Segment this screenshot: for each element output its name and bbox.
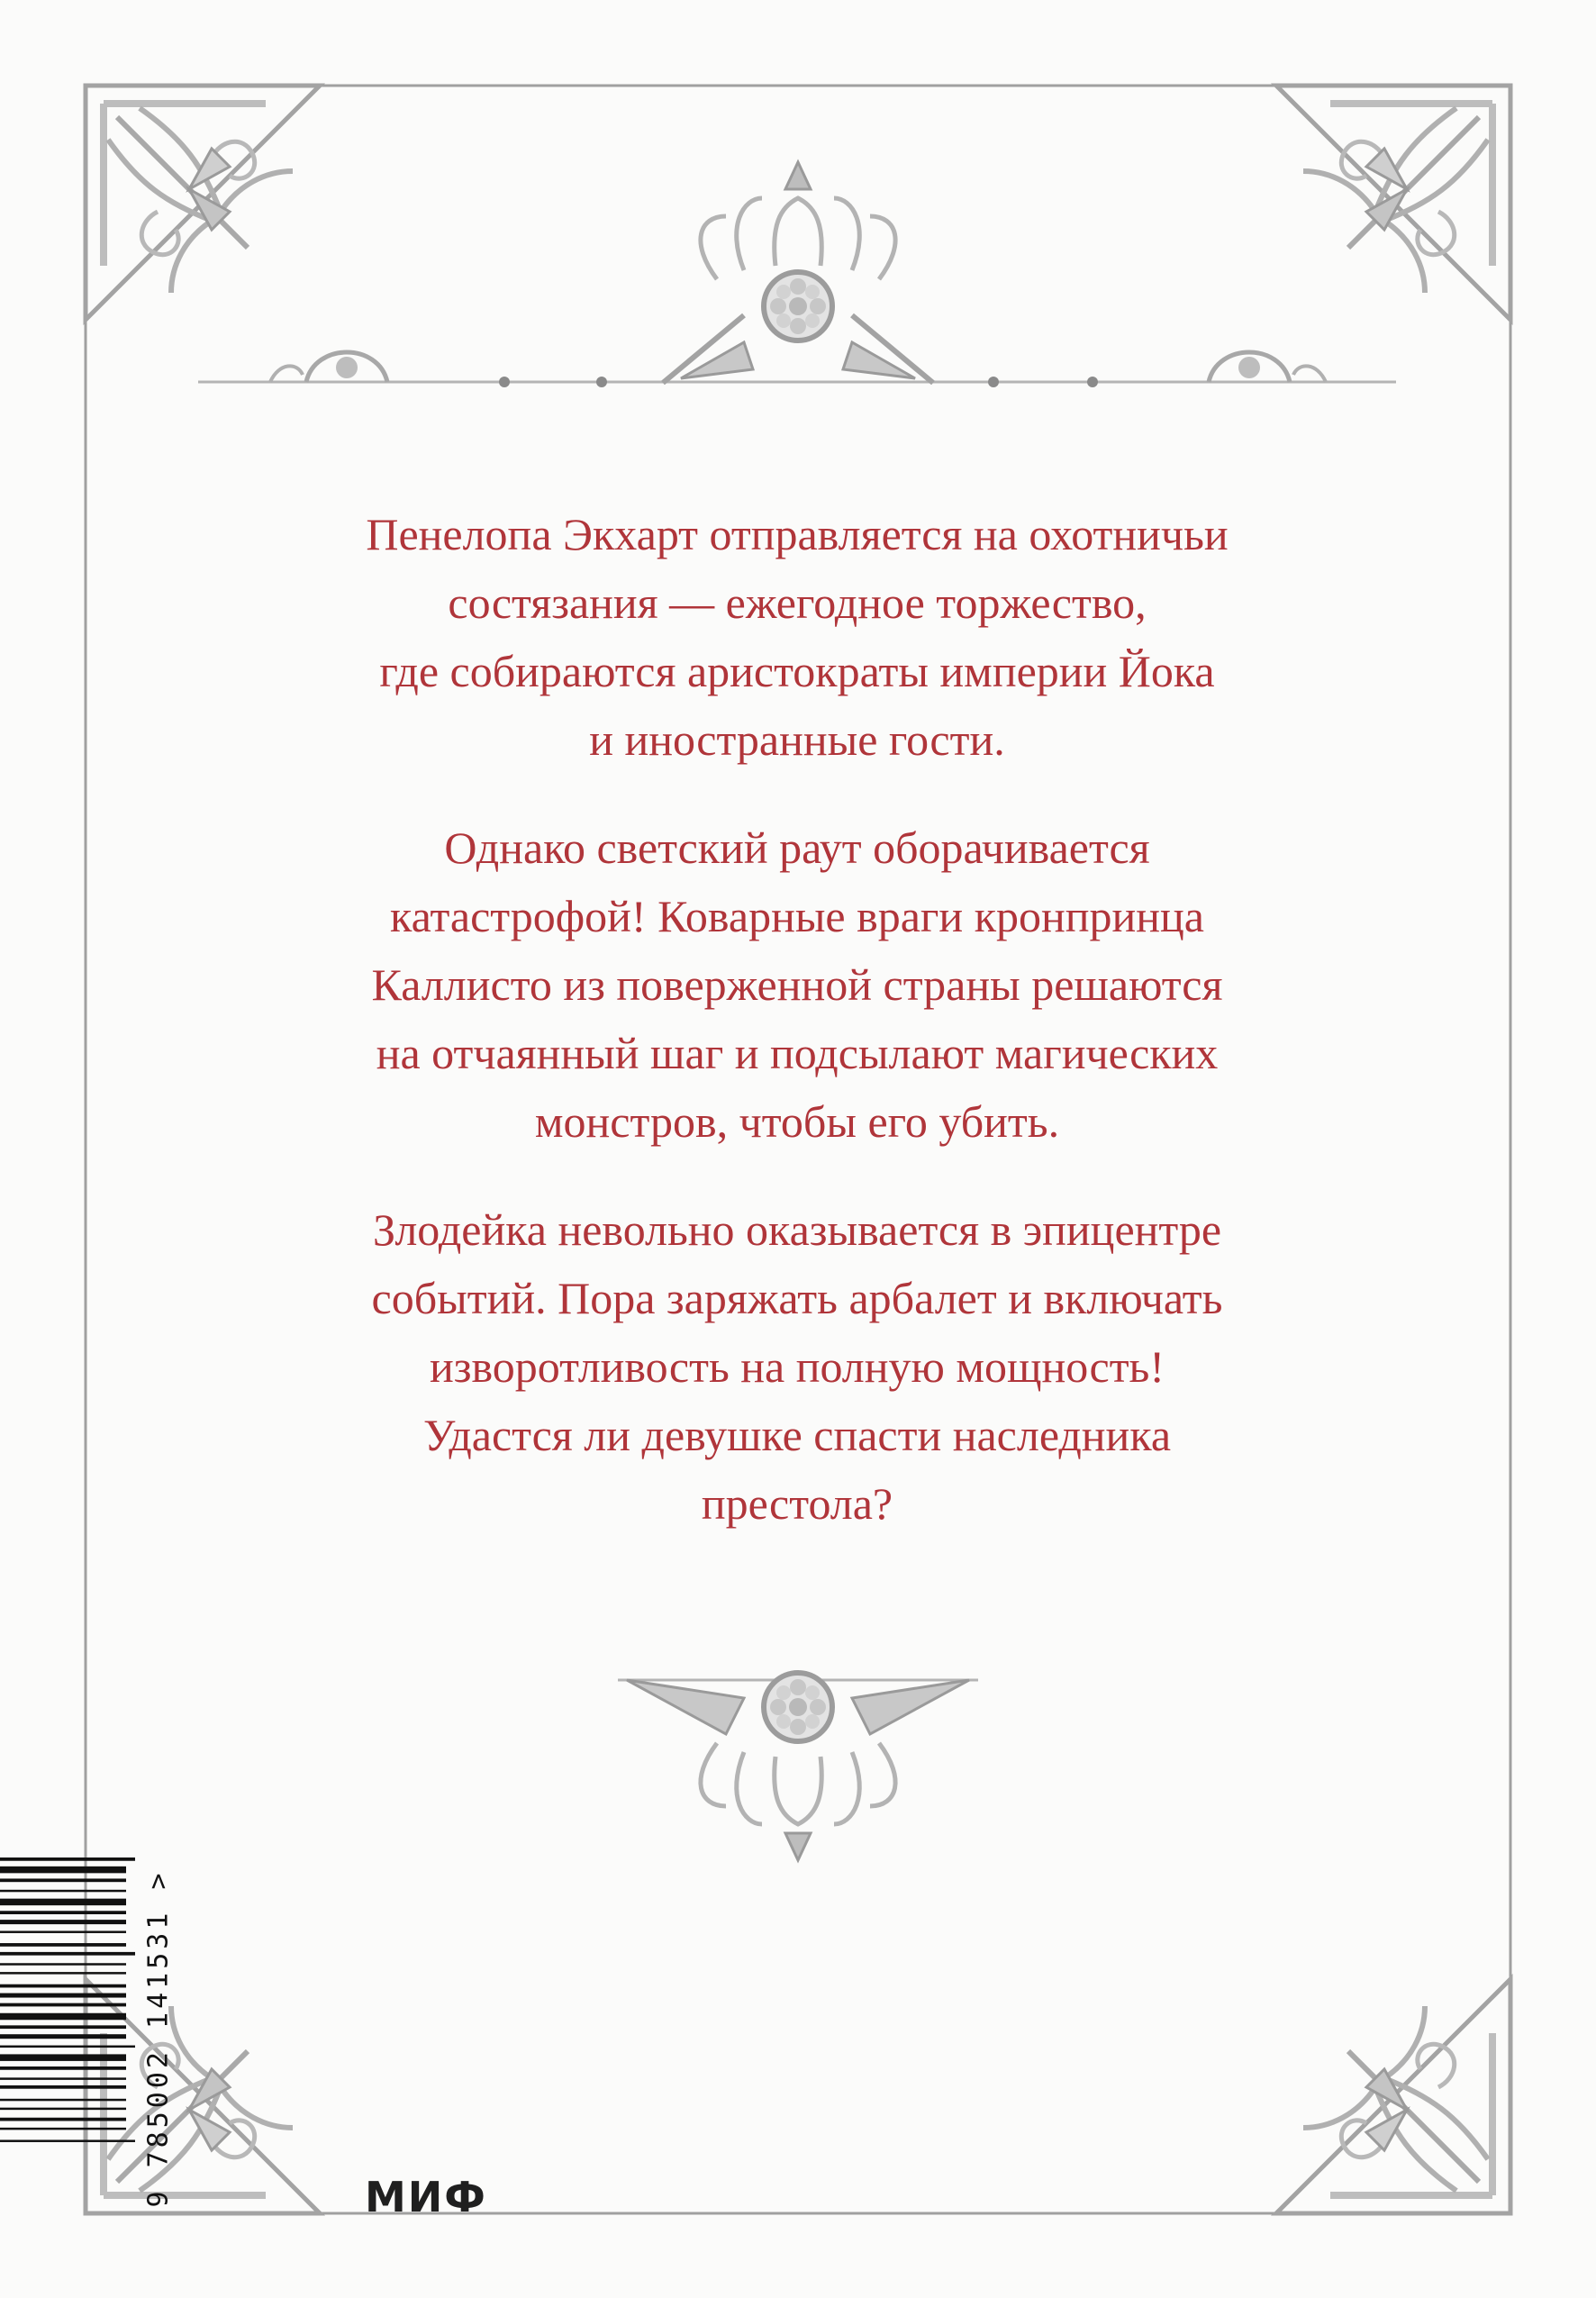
- isbn-digits: 9 785002 141531 >: [142, 1869, 175, 2208]
- corner-ornament-top-right: [1276, 86, 1510, 320]
- text-line: Каллисто из поверженной страны решаются: [371, 959, 1223, 1010]
- barcode-bar: [0, 1985, 126, 1988]
- barcode-bar: [0, 1930, 126, 1933]
- isbn-number: [133, 1854, 184, 2223]
- barcode-bar: [0, 2099, 126, 2102]
- annotation-text: [270, 500, 1324, 1577]
- barcode-bar: [0, 1963, 126, 1966]
- bottom-center-ornament: [618, 1673, 978, 1860]
- barcode-bar: [0, 2128, 126, 2130]
- text-line: Однако светский раут оборачивается: [444, 822, 1150, 873]
- barcode-bar: [0, 2003, 126, 2007]
- barcode-bar: [0, 2118, 126, 2121]
- corner-ornament-top-left: [86, 86, 320, 320]
- barcode-bar: [0, 2025, 126, 2029]
- corner-ornament-bottom-right: [1276, 1979, 1510, 2213]
- barcode-bar: [0, 1878, 126, 1882]
- barcode-bar: [0, 2085, 126, 2089]
- barcode-bar: [0, 2077, 126, 2080]
- barcode-bar: [0, 2034, 126, 2039]
- barcode-bar: [0, 1911, 126, 1914]
- top-center-ornament: [663, 162, 933, 383]
- barcode-bar: [0, 2054, 126, 2061]
- text-line: состязания — ежегодное торжество,: [448, 577, 1147, 628]
- text-line: Удастся ли девушке спасти наследника: [422, 1410, 1172, 1460]
- paragraph-3: [270, 1195, 1324, 1538]
- text-line: и иностранные гости.: [589, 714, 1005, 765]
- publisher-logo: МИФ: [365, 2173, 487, 2221]
- text-line: монстров, чтобы его убить.: [534, 1096, 1060, 1147]
- text-line: катастрофой! Коварные враги кронпринца: [390, 891, 1204, 941]
- barcode-bar: [0, 1952, 135, 1956]
- text-line: где собираются аристократы империи Йока: [379, 646, 1215, 696]
- text-line: изворотливость на полную мощность!: [429, 1341, 1165, 1392]
- text-line: событий. Пора заряжать арбалет и включать: [371, 1273, 1223, 1323]
- barcode-bar: [0, 1899, 126, 1906]
- text-line: Злодейка невольно оказывается в эпицентре: [372, 1204, 1222, 1255]
- barcode-bar: [0, 2108, 126, 2111]
- barcode-bar: [0, 1857, 135, 1861]
- paragraph-1: [270, 500, 1324, 774]
- barcode-bar: [0, 1994, 126, 1998]
- barcode-bar: [0, 1943, 126, 1947]
- text-line: престола?: [701, 1478, 893, 1529]
- top-divider: [198, 352, 1396, 387]
- barcode-bar: [0, 2046, 135, 2048]
- paragraph-2: [270, 813, 1324, 1156]
- barcode-bar: [0, 1972, 126, 1975]
- text-line: Пенелопа Экхарт отправляется на охотничьи: [366, 509, 1229, 559]
- barcode-bar: [0, 2013, 126, 2021]
- barcode-bar: [0, 2066, 126, 2070]
- barcode-bar: [0, 2139, 135, 2142]
- barcode-bar: [0, 1867, 126, 1874]
- text-line: на отчаянный шаг и подсылают магических: [376, 1028, 1219, 1078]
- barcode-bar: [0, 1890, 126, 1893]
- barcode-bar: [0, 1920, 126, 1924]
